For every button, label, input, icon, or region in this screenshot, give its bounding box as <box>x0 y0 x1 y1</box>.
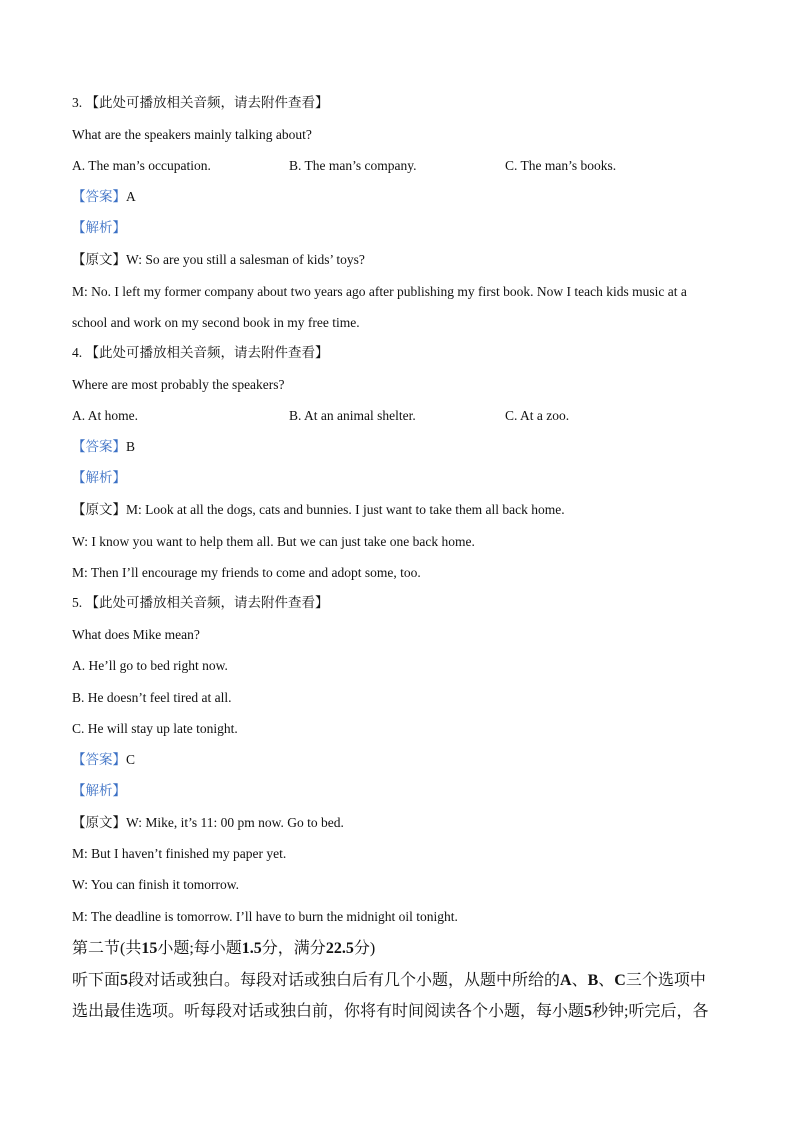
q3-transcript-line-3: school and work on my second book in my free time. <box>72 315 360 330</box>
section2-heading-prefix: 第二节(共 <box>72 940 142 957</box>
q4-option-b: B. At an animal shelter. <box>289 408 416 423</box>
section2-instructions-line-1 <box>72 970 706 992</box>
q3-header <box>72 94 329 112</box>
section2-heading-suffix: 分) <box>353 940 376 957</box>
q3-answer <box>72 188 136 206</box>
q5-audio-link[interactable]: 【此处可播放相关音频，请去附件查看】 <box>85 595 329 610</box>
q3-analysis-label: 【解析】 <box>72 220 126 235</box>
section2-heading-mid1: 小题;每小题 <box>157 940 242 957</box>
section2-line2-a: 选出最佳选项。听每段对话或独白前，你将有时间阅读各个小题，每小题 <box>72 1003 585 1020</box>
q4-transcript-text-1: M: Look at all the dogs, cats and bunnies. I just want to take them all back home. <box>126 502 565 517</box>
q4-transcript-line-2: W: I know you want to help them all. But we can just take one back home. <box>72 534 475 549</box>
q5-option-c: C. He will stay up late tonight. <box>72 721 238 736</box>
q5-answer <box>72 751 135 769</box>
q5-answer-value: C <box>126 752 136 767</box>
q5-option-b: B. He doesn’t feel tired at all. <box>72 690 232 705</box>
section2-count: 15 <box>141 940 158 957</box>
q5-transcript-label: 【原文】 <box>72 815 126 830</box>
q3-option-b: B. The man’s company. <box>289 158 417 173</box>
q3-transcript-text-1: W: So are you still a salesman of kids’ toys? <box>126 252 365 267</box>
section2-heading-mid2: 分，满分 <box>261 940 326 957</box>
q5-header <box>72 594 329 612</box>
q3-transcript-line-1 <box>72 251 365 269</box>
q4-audio-link[interactable]: 【此处可播放相关音频，请去附件查看】 <box>85 345 329 360</box>
section2-line2-num: 5 <box>584 1003 593 1020</box>
q5-transcript-line-2: M: But I haven’t finished my paper yet. <box>72 846 287 861</box>
q3-number: 3. <box>72 95 83 110</box>
q5-analysis-label: 【解析】 <box>72 783 126 798</box>
q4-transcript-line-1 <box>72 501 565 519</box>
q5-option-a: A. He’ll go to bed right now. <box>72 658 228 673</box>
q3-option-a: A. The man’s occupation. <box>72 158 211 173</box>
q3-transcript-label: 【原文】 <box>72 252 126 267</box>
section2-points: 1.5 <box>241 940 262 957</box>
section2-opt-c: C <box>614 972 626 989</box>
q4-question: Where are most probably the speakers? <box>72 377 285 392</box>
q4-option-c: C. At a zoo. <box>505 408 570 423</box>
section2-heading <box>72 938 375 960</box>
section2-opt-a: A <box>560 972 572 989</box>
section2-opt-b: B <box>587 972 599 989</box>
section2-line2-b: 秒钟;听完后，各 <box>592 1003 709 1020</box>
section2-sep1: 、 <box>571 972 588 989</box>
section2-sep2: 、 <box>598 972 615 989</box>
q3-transcript-line-2: M: No. I left my former company about two years ago after publishing my first book. Now I teach kids music at a <box>72 284 687 299</box>
q5-number: 5. <box>72 595 83 610</box>
q5-transcript-line-3: W: You can finish it tomorrow. <box>72 877 239 892</box>
q5-transcript-line-1 <box>72 814 344 832</box>
section2-line1-b: 段对话或独白。每段对话或独白后有几个小题，从题中所给的 <box>128 972 561 989</box>
q3-audio-link[interactable]: 【此处可播放相关音频，请去附件查看】 <box>85 95 329 110</box>
q4-transcript-label: 【原文】 <box>72 502 126 517</box>
q4-analysis-label: 【解析】 <box>72 470 126 485</box>
q4-option-a: A. At home. <box>72 408 138 423</box>
section2-line1-c: 三个选项中 <box>625 972 706 989</box>
section2-line1-num: 5 <box>120 972 129 989</box>
q5-transcript-line-4: M: The deadline is tomorrow. I’ll have to burn the midnight oil tonight. <box>72 909 458 924</box>
q5-answer-label: 【答案】 <box>72 752 126 767</box>
q4-transcript-line-3: M: Then I’ll encourage my friends to come and adopt some, too. <box>72 565 421 580</box>
q5-question: What does Mike mean? <box>72 627 200 642</box>
q3-question: What are the speakers mainly talking about? <box>72 127 312 142</box>
q4-header <box>72 344 329 362</box>
section2-instructions-line-2 <box>72 1001 708 1023</box>
q4-number: 4. <box>72 345 83 360</box>
q3-answer-value: A <box>126 189 136 204</box>
q4-answer-value: B <box>126 439 136 454</box>
q5-transcript-text-1: W: Mike, it’s 11: 00 pm now. Go to bed. <box>126 815 344 830</box>
section2-total: 22.5 <box>325 940 354 957</box>
q4-answer-label: 【答案】 <box>72 439 126 454</box>
q3-answer-label: 【答案】 <box>72 189 126 204</box>
section2-line1-a: 听下面 <box>72 972 121 989</box>
q3-option-c: C. The man’s books. <box>505 158 617 173</box>
q4-answer <box>72 438 135 456</box>
